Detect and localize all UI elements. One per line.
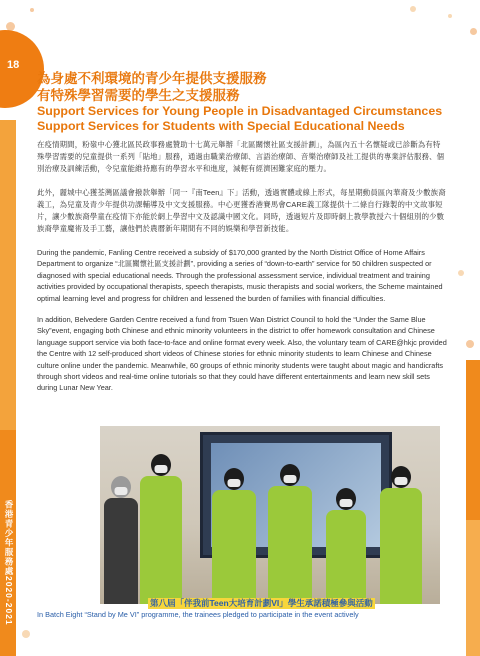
- side-year: 2020-2021: [4, 576, 14, 626]
- page-number: 18: [7, 59, 20, 71]
- article-content: [37, 70, 447, 394]
- photo-caption-en: In Batch Eight “Stand by Me VI” programme, the trainees pledged to participate in the event actively: [37, 610, 359, 619]
- person-figure: [268, 464, 312, 604]
- paragraph-en-1: During the pandemic, Fanling Centre received a subsidy of $170,000 granted by the North District Office of Home Affairs Department to organize “北區關懷社區支援計劃”, providing a series of “down-to-earth” service for 50 children suspected or diagnosed with special educational needs. Through the professional assessment service, individual treatment and training activities provided by occupational therapists, speech therapists, music therapists and social workers, the Scheme maintained optimal learning level and progress for children and lessened the burden of families with financial difficulties.: [37, 248, 443, 303]
- paragraph-zh-1: 在疫情期間，粉嶺中心獲北區民政事務處贊助十七萬元舉辦「北區關懷社區支援計劃」，為區內五十名懷疑或已診斷為有特殊學習需要的兒童提供一系列「貼地」服務，通過由職業治療師、言語治療師、音樂治療師及社工提供的專業評估服務、個別治療及訓練活動，令兒童能維持應有的學習水平和進度，減輕有經濟困難家庭的壓力。: [37, 140, 445, 173]
- person-figure: [326, 488, 366, 604]
- top-decorative-band: [0, 0, 480, 58]
- title-en-2: Support Services for Students with Special Educational Needs: [37, 119, 405, 133]
- person-figure: [104, 476, 138, 604]
- title-en-1: Support Services for Young People in Disadvantaged Circumstances: [37, 104, 443, 118]
- event-photo: [100, 426, 440, 604]
- right-side-bar-light: [466, 520, 480, 656]
- title-zh-1: 為身處不利環境的青少年提供支援服務: [37, 71, 267, 86]
- title-zh-2: 有特殊學習需要的學生之支援服務: [37, 88, 240, 103]
- person-figure: [380, 466, 422, 604]
- paragraph-zh-2: 此外，麗城中心獲荃灣區議會撥款舉辦「同一『南Teen』下」活動，透過實體或線上形式，每星期動員區內華裔及少數族裔義工，為兒童及青少年提供功課輔導及中文支援服務。中心更獲香港賽馬會CARE義工隊提供十二條自行錄製的中文故事短片，讓少數族裔學童在疫情下亦能於網上學習中文及認識中國文化。同時，透過短片及即時網上教學教授六十個組別的少數族裔學童魔術及手工藝，讓他們於農曆新年期間有不同的娛樂和學習新技能。: [37, 188, 446, 233]
- person-figure: [140, 454, 182, 604]
- paragraph-en-2: In addition, Belvedere Garden Centre received a fund from Tsuen Wan District Council to hold the “Under the Same Blue Sky”event, engaging both Chinese and ethnic minority volunteers in the district to offer homework consultation and Chinese language support service via both face-to-face and online format every week. Also, the voluntary team of CARE@hkjc provided the Centre with 12 self-produced short videos of Chinese stories for ethnic minority students to learn Chinese and Chinese culture online under the pandemic. Meanwhile, 60 groups of ethnic minority students were taught about magic and handicrafts through short videos and real-time online tutorials so that they could have different entertainments and learn new skill sets during Lunar New Year.: [37, 315, 447, 393]
- person-figure: [212, 468, 256, 604]
- side-organization-title: 香港青少年服務處: [4, 500, 14, 576]
- photo-caption-zh: 第八屆「伴我前Teen大培育計劃VI」學生承諾積極參與活動: [150, 598, 373, 608]
